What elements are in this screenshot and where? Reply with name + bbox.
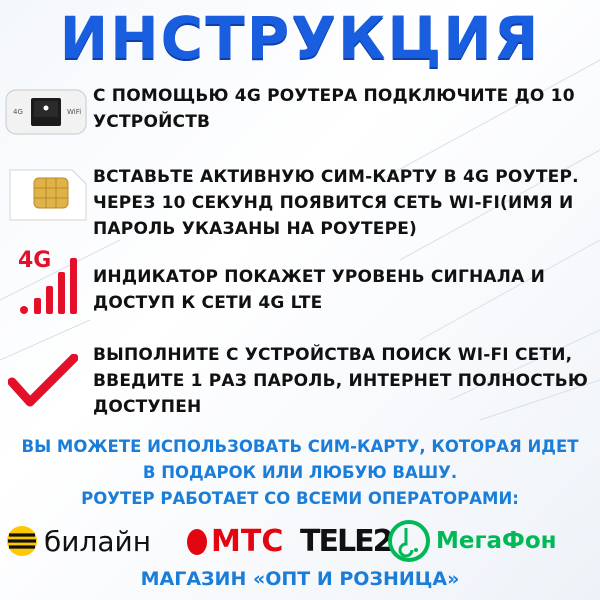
megafon-logo — [388, 512, 557, 570]
mts-logo — [186, 512, 283, 570]
page-title: ИНСТРУКЦИЯ — [59, 4, 541, 72]
svg-text:4G: 4G — [13, 108, 23, 116]
tele2-name: TELE2 — [300, 523, 392, 559]
beeline-name: билайн — [44, 524, 152, 558]
step-2-text: ВСТАВЬТЕ АКТИВНУЮ СИМ-КАРТУ В 4G РОУТЕР. ЧЕРЕЗ 10 СЕКУНД ПОЯВИТСЯ СЕТЬ WI-FI(ИМЯ И ПАРОЛЬ УКАЗАНЫ НА РОУТЕРЕ) — [93, 167, 579, 239]
checkmark-icon — [8, 354, 78, 414]
note-line-1: ВЫ МОЖЕТЕ ИСПОЛЬЗОВАТЬ СИМ-КАРТУ, КОТОРАЯ ИДЕТ — [21, 437, 579, 456]
note-line-2: В ПОДАРОК ИЛИ ЛЮБУЮ ВАШУ. — [142, 463, 458, 482]
step-3-text: ИНДИКАТОР ПОКАЖЕТ УРОВЕНЬ СИГНАЛА И ДОСТУП К СЕТИ 4G LTE — [93, 267, 546, 313]
mts-name: МТС — [211, 523, 284, 559]
megafon-name: МегаФон — [436, 528, 557, 554]
shop-name: МАГАЗИН «ОПТ И РОЗНИЦА» — [140, 568, 460, 590]
operator-logos — [0, 512, 600, 570]
mts-egg-icon — [186, 526, 208, 556]
router-icon — [5, 86, 87, 142]
beeline-logo — [6, 512, 151, 570]
step-4-text: ВЫПОЛНИТЕ С УСТРОЙСТВА ПОИСК WI-FI СЕТИ, ВВЕДИТЕ 1 РАЗ ПАРОЛЬ, ИНТЕРНЕТ ПОЛНОСТЬЮ ДОСТУПЕН — [93, 345, 589, 417]
tele2-logo — [300, 512, 391, 570]
svg-text:WiFi: WiFi — [67, 108, 82, 116]
note-line-3: РОУТЕР РАБОТАЕТ СО ВСЕМИ ОПЕРАТОРАМИ: — [81, 489, 519, 508]
sim-card-icon — [6, 164, 90, 230]
signal-4g-icon — [6, 248, 86, 328]
step-1-text: С ПОМОЩЬЮ 4G РОУТЕРА ПОДКЛЮЧИТЕ ДО 10 УСТРОЙСТВ — [93, 86, 575, 132]
operators-note — [0, 434, 600, 512]
beeline-icon — [6, 525, 38, 557]
signal-4g-label: 4G — [18, 248, 52, 273]
megafon-icon — [388, 520, 430, 562]
